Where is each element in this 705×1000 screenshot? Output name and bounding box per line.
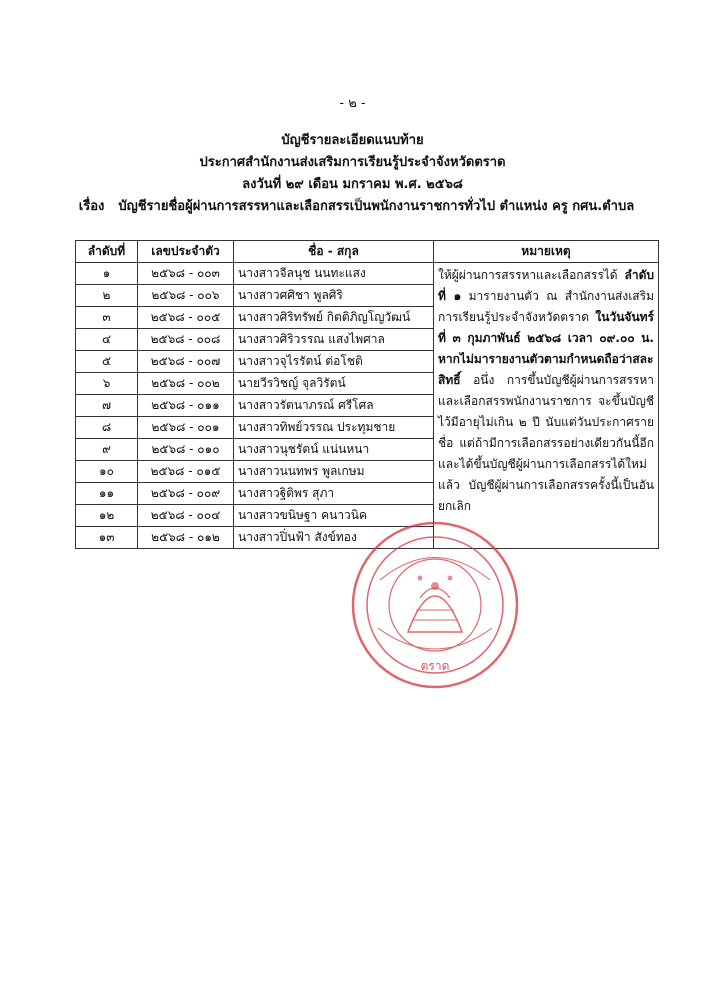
header-subject-prefix: เรื่อง (78, 199, 105, 214)
cell-id: ๒๕๖๘ - ๐๐๙ (138, 483, 234, 505)
cell-id: ๒๕๖๘ - ๐๑๕ (138, 461, 234, 483)
table-header-row (76, 241, 659, 263)
cell-name: นางสาวศิริทรัพย์ กิตติภิญโญวัฒน์ (234, 307, 434, 329)
page-number: - ๒ - (339, 96, 366, 111)
cell-order: ๓ (76, 307, 138, 329)
column-header-id: เลขประจำตัว (138, 241, 234, 263)
header-date: ลงวันที่ ๒๙ เดือน มกราคม พ.ศ. ๒๕๖๘ (242, 177, 463, 192)
cell-order: ๑๓ (76, 527, 138, 549)
cell-id: ๒๕๖๘ - ๐๐๕ (138, 307, 234, 329)
cell-name: นางสาวจีลนุช นนทะแสง (234, 263, 434, 285)
roster-table (75, 240, 659, 549)
cell-name: นางสาวฐิติพร สุภา (234, 483, 434, 505)
table-row (76, 263, 659, 285)
cell-remark (434, 263, 659, 549)
column-header-remark: หมายเหตุ (434, 241, 659, 263)
cell-id: ๒๕๖๘ - ๐๐๘ (138, 329, 234, 351)
header-announcement: ประกาศสำนักงานส่งเสริมการเรียนรู้ประจำจังหวัดตราด (199, 155, 506, 170)
cell-id: ๒๕๖๘ - ๐๐๑ (138, 417, 234, 439)
seal-text: ตราด (420, 659, 450, 673)
cell-id: ๒๕๖๘ - ๐๐๗ (138, 351, 234, 373)
cell-id: ๒๕๖๘ - ๐๑๒ (138, 527, 234, 549)
cell-name: นายวีรวิชญ์ จุลวิรัตน์ (234, 373, 434, 395)
header-subject: บัญชีรายชื่อผู้ผ่านการสรรหาและเลือกสรรเป็นพนักงานราชการทั่วไป ตำแหน่ง ครู กศน.ตำบล (118, 199, 635, 214)
column-header-name: ชื่อ - สกุล (234, 241, 434, 263)
cell-order: ๘ (76, 417, 138, 439)
cell-name: นางสาวจุไรรัตน์ ต่อโชติ (234, 351, 434, 373)
cell-order: ๙ (76, 439, 138, 461)
cell-name: นางสาวศศิชา พูลศิริ (234, 285, 434, 307)
cell-id: ๒๕๖๘ - ๐๑๐ (138, 439, 234, 461)
cell-name: นางสาวปิ่นฟ้า สังข์ทอง (234, 527, 434, 549)
cell-name: นางสาวศิริวรรณ แสงไพศาล (234, 329, 434, 351)
official-seal (350, 520, 520, 690)
remark-text-4: ในวันจันทร์ที่ ๓ กุมภาพันธ์ ๒๕๖๘ เวลา ๐๙.๐๐ น. หากไม่มารายงานตัวตามกำหนดถือว่าสละสิทธิ์ (438, 310, 654, 387)
cell-id: ๒๕๖๘ - ๐๐๓ (138, 263, 234, 285)
cell-order: ๑๐ (76, 461, 138, 483)
cell-order: ๔ (76, 329, 138, 351)
column-header-order: ลำดับที่ (76, 241, 138, 263)
cell-name: นางสาวขนิษฐา คนาวนิค (234, 505, 434, 527)
cell-id: ๒๕๖๘ - ๐๐๖ (138, 285, 234, 307)
cell-id: ๒๕๖๘ - ๐๐๔ (138, 505, 234, 527)
remark-text-5: อนึ่ง การขึ้นบัญชีผู้ผ่านการสรรหาและเลือกสรรพนักงานราชการ จะขึ้นบัญชีไว้มีอายุไม่เกิน ๒ ปี นับแต่วันประกาศรายชื่อ แต่ถ้ามีการเลือกสรรอย่างเดียวกันนี้อีก และได้ขึ้นบัญชีผู้ผ่านการเลือกสรรได้ใหม่แล้ว บัญชีผู้ผ่านการเลือกสรรครั้งนี้เป็นอันยกเลิก (438, 373, 654, 513)
cell-name: นางสาวนนทพร พูลเกษม (234, 461, 434, 483)
cell-order: ๑๒ (76, 505, 138, 527)
cell-order: ๒ (76, 285, 138, 307)
cell-name: นางสาวทิพย์วรรณ ประทุมชาย (234, 417, 434, 439)
cell-order: ๕ (76, 351, 138, 373)
header-subject-line (4, 196, 705, 218)
seal-emblem (418, 576, 453, 591)
remark-text-1: ให้ผู้ผ่านการสรรหาและเลือกสรรได้ (438, 268, 618, 282)
remark-text-2: ลำดับที่ ๑ (438, 268, 654, 303)
cell-order: ๑๑ (76, 483, 138, 505)
header-title: บัญชีรายละเอียดแนบท้าย (281, 133, 424, 148)
cell-order: ๖ (76, 373, 138, 395)
cell-id: ๒๕๖๘ - ๐๐๒ (138, 373, 234, 395)
cell-id: ๒๕๖๘ - ๐๑๑ (138, 395, 234, 417)
cell-name: นางสาวรัตนาภรณ์ ศรีโศล (234, 395, 434, 417)
remark-text-3: มารายงานตัว ณ สำนักงานส่งเสริมการเรียนรู้ประจำจังหวัดตราด (438, 289, 654, 324)
cell-name: นางสาวนุชรัตน์ แน่นหนา (234, 439, 434, 461)
cell-order: ๗ (76, 395, 138, 417)
document-header (0, 130, 705, 218)
cell-order: ๑ (76, 263, 138, 285)
